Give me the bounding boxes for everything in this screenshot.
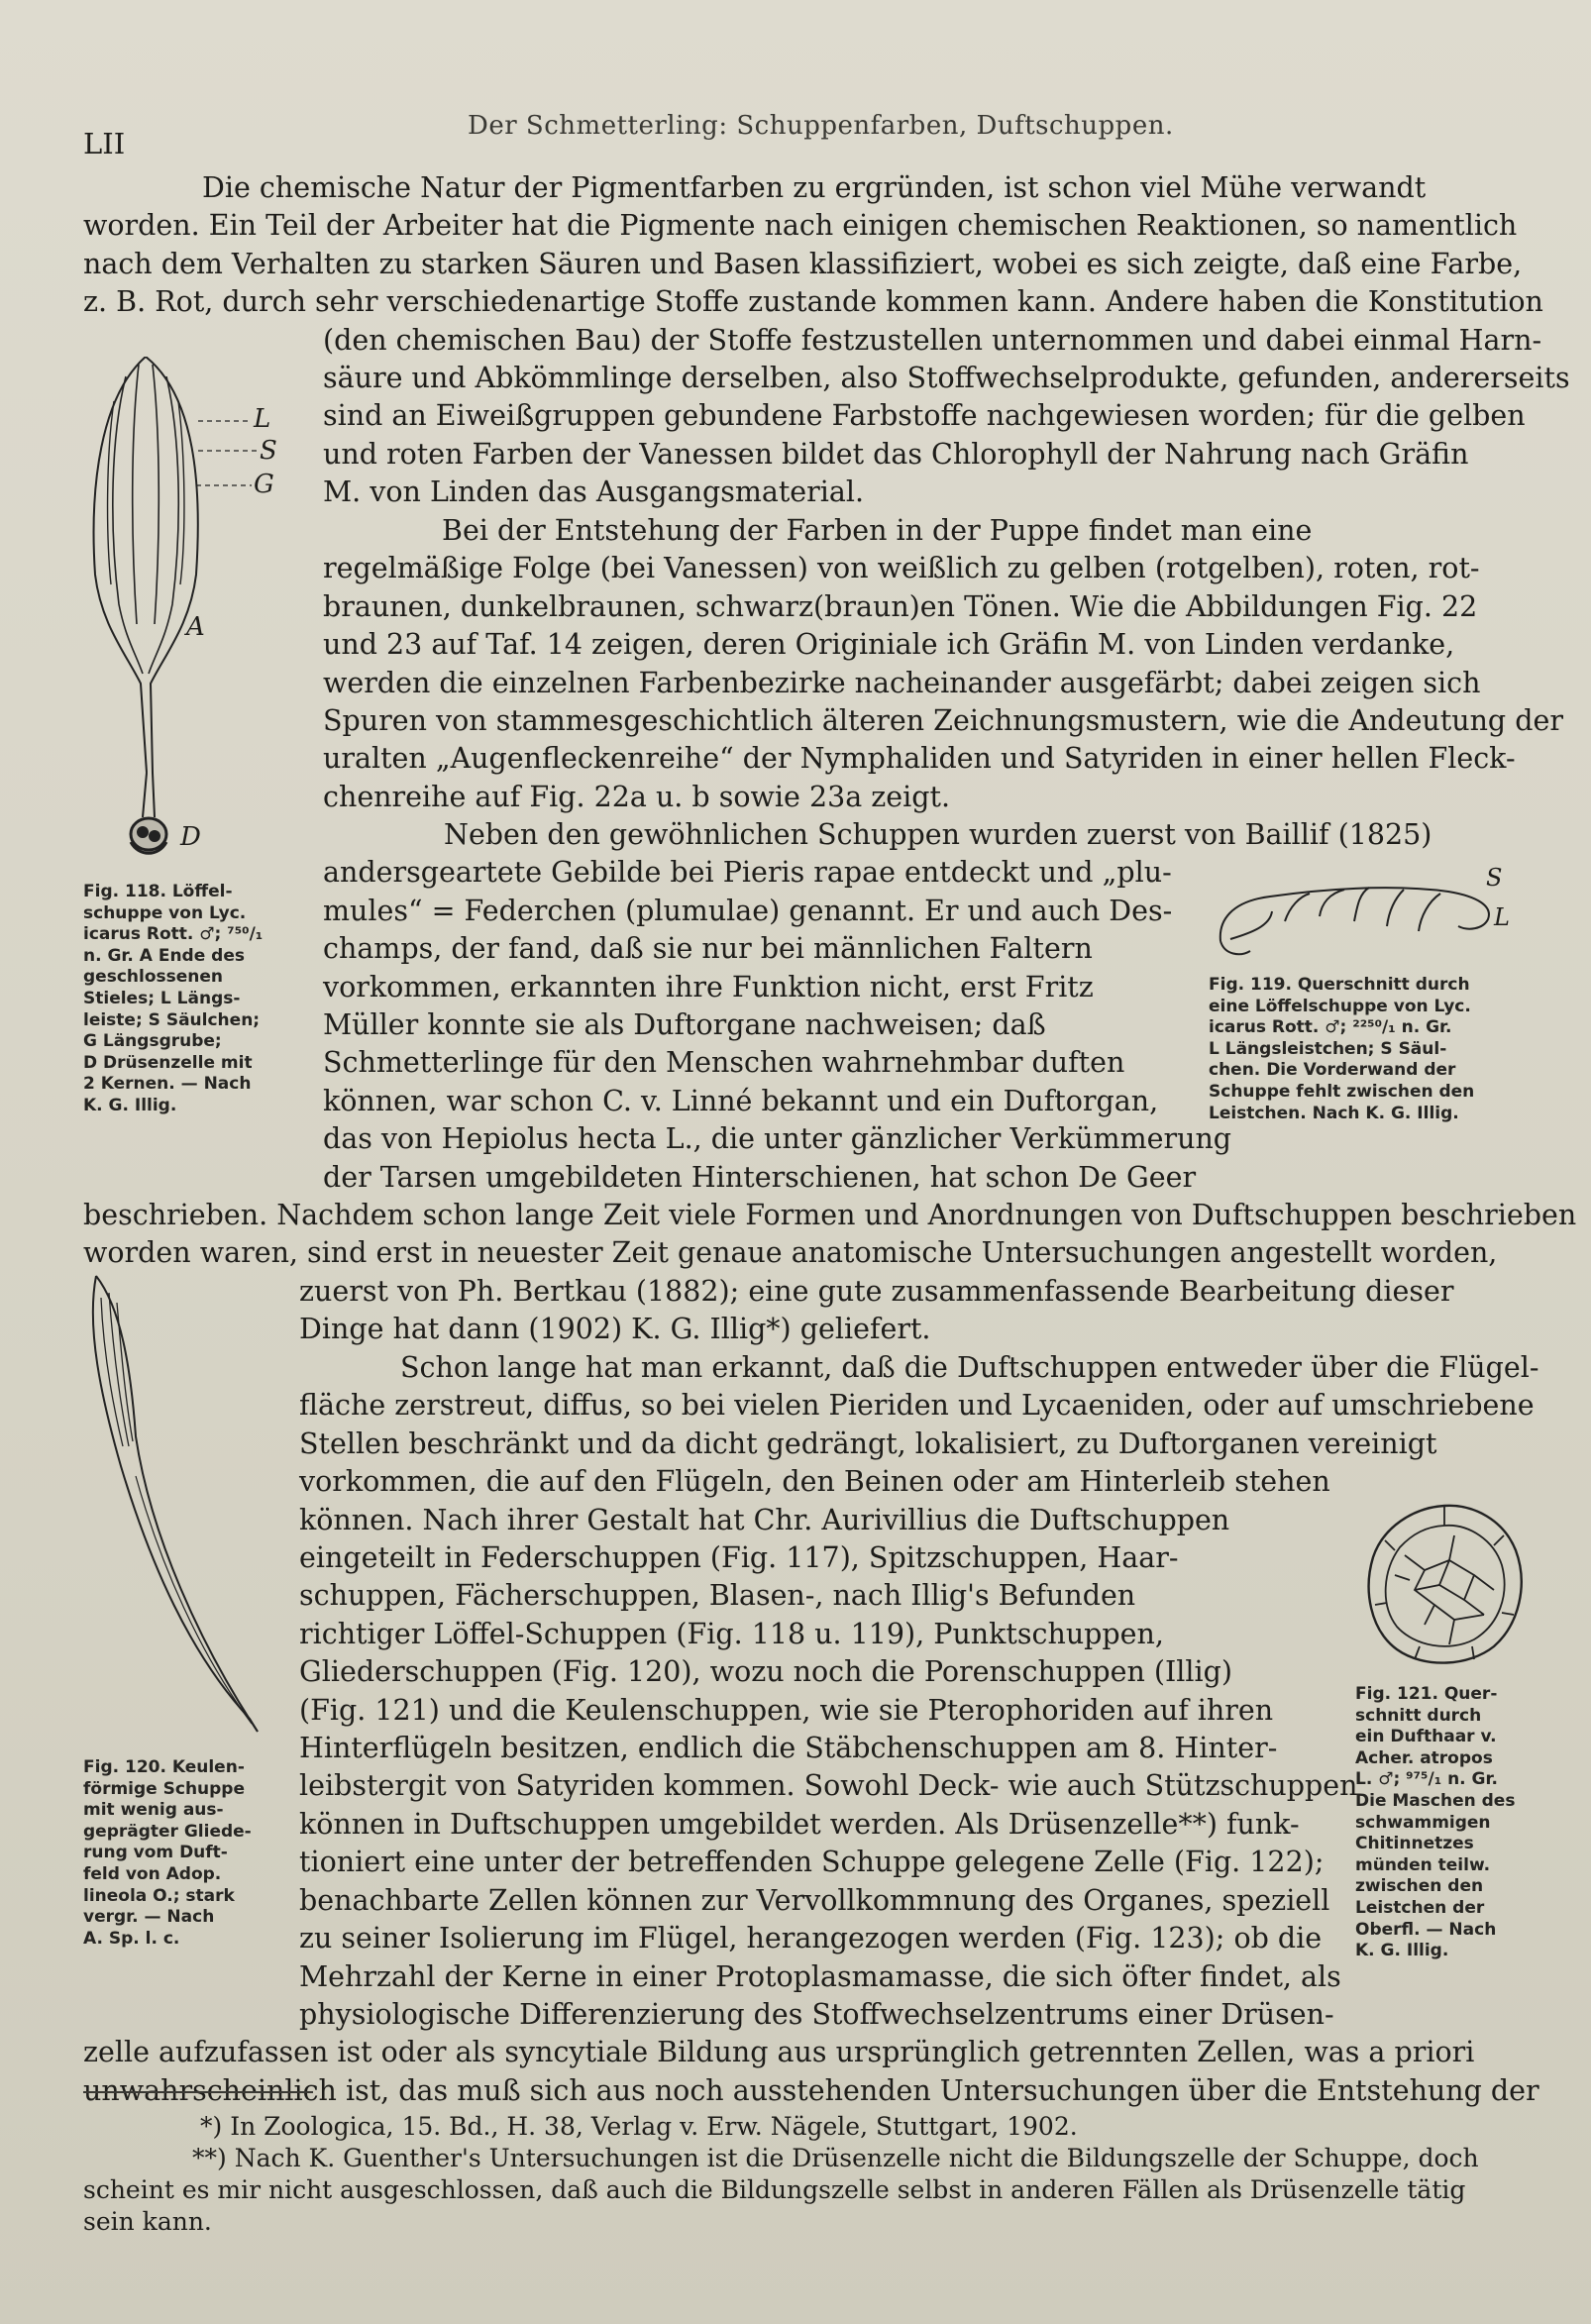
text-line: z. B. Rot, durch sehr verschiedenartige Stoffe zustande kommen kann. Andere haben die Konstitution: [83, 285, 1543, 319]
text-line: physiologische Differenzierung des Stoffwechselzentrums einer Drüsen-: [299, 1997, 1334, 2031]
caption-line: Fig. 120. Keulen-: [83, 1757, 245, 1777]
caption-line: Die Maschen des: [1355, 1790, 1516, 1811]
caption-line: Leistchen der: [1355, 1897, 1485, 1918]
fig118-label-A: A: [186, 612, 205, 642]
text-line: tioniert eine unter der betreffenden Schuppe gelegene Zelle (Fig. 122);: [299, 1846, 1325, 1879]
caption-line: leiste; S Säulchen;: [83, 1009, 261, 1030]
figure-118-caption: [83, 882, 291, 1117]
text-line: leibstergit von Satyriden kommen. Sowohl Deck- wie auch Stützschuppen: [299, 1769, 1358, 1803]
caption-line: geprägter Gliede-: [83, 1821, 252, 1842]
text-line: regelmäßige Folge (bei Vanessen) von weißlich zu gelben (rotgelben), roten, rot-: [323, 552, 1480, 585]
text-line: säure und Abkömmlinge derselben, also Stoffwechselprodukte, gefunden, andererseits: [323, 362, 1570, 395]
text-line: Schon lange hat man erkannt, daß die Duftschuppen entweder über die Flügel-: [400, 1351, 1539, 1384]
text-line: werden die einzelnen Farbenbezirke nacheinander ausgefärbt; dabei zeigen sich: [323, 666, 1481, 699]
footnote-2: **) Nach K. Guenther's Untersuchungen ist die Drüsenzelle nicht die Bildungszelle der Schuppe, doch: [192, 2144, 1479, 2172]
text-line: zuerst von Ph. Bertkau (1882); eine gute zusammenfassende Bearbeitung dieser: [299, 1274, 1454, 1308]
caption-line: ein Dufthaar v.: [1355, 1727, 1497, 1747]
text-line: zelle aufzufassen ist oder als syncytiale Bildung aus ursprünglich getrennten Zellen, was a priori: [83, 2036, 1475, 2069]
text-line: sind an Eiweißgruppen gebundene Farbstoffe nachgewiesen worden; für die gelben: [323, 399, 1526, 433]
caption-line: Acher. atropos: [1355, 1747, 1493, 1768]
text-line: vorkommen, die auf den Flügeln, den Beinen oder am Hinterleib stehen: [299, 1465, 1330, 1499]
text-line: fläche zerstreut, diffus, so bei vielen Pieriden und Lycaeniden, oder auf umschriebene: [299, 1389, 1535, 1423]
running-title: Der Schmetterling: Schuppenfarben, Duftschuppen.: [468, 111, 1174, 141]
caption-line: K. G. Illig.: [83, 1095, 177, 1115]
caption-line: Fig. 118. Löffel-: [83, 882, 233, 901]
footnotes: [83, 2111, 1522, 2238]
fig118-label-G: G: [254, 470, 274, 499]
text-line: unwahrscheinlich ist, das muß sich aus noch ausstehenden Untersuchungen über die Entstehung der: [83, 2073, 1539, 2107]
caption-line: A. Sp. l. c.: [83, 1928, 180, 1949]
figure-121-cross-section: [1355, 1496, 1534, 1674]
page-number: LII: [83, 127, 126, 160]
text-line: chenreihe auf Fig. 22a u. b sowie 23a zeigt.: [323, 780, 951, 813]
paragraph-scent-scale-types: [83, 1349, 1539, 2110]
caption-line: K. G. Illig.: [1355, 1941, 1449, 1961]
fig118-label-L: L: [254, 404, 271, 434]
figure-118-spoon-scale: [81, 357, 279, 872]
caption-line: mit wenig aus-: [83, 1800, 224, 1821]
caption-line: icarus Rott. ♂; ²²⁵⁰/₁ n. Gr.: [1209, 1017, 1452, 1038]
figure-119-caption: [1209, 975, 1526, 1124]
text-line: worden. Ein Teil der Arbeiter hat die Pigmente nach einigen chemischen Reaktionen, so namentlich: [83, 209, 1518, 243]
fig119-label-L: L: [1494, 903, 1510, 931]
caption-line: Fig. 119. Querschnitt durch: [1209, 975, 1470, 995]
caption-line: lineola O.; stark: [83, 1885, 235, 1906]
caption-line: Leistchen. Nach K. G. Illig.: [1209, 1103, 1459, 1123]
footnote-2-end: sein kann.: [83, 2207, 212, 2236]
caption-line: icarus Rott. ♂; ⁷⁵⁰/₁: [83, 924, 264, 945]
text-line: und 23 auf Taf. 14 zeigen, deren Originiale ich Gräfin M. von Linden verdanke,: [323, 628, 1455, 662]
text-line: können, war schon C. v. Linné bekannt und ein Duftorgan,: [323, 1084, 1159, 1117]
text-line: Mehrzahl der Kerne in einer Protoplasmamasse, die sich öfter findet, als: [299, 1959, 1341, 1993]
caption-line: L. ♂; ⁹⁷⁵/₁ n. Gr.: [1355, 1769, 1498, 1790]
caption-line: Schuppe fehlt zwischen den: [1209, 1081, 1475, 1102]
text-line: worden waren, sind erst in neuester Zeit genaue anatomische Untersuchungen angestellt worden,: [83, 1236, 1498, 1270]
caption-line: eine Löffelschuppe von Lyc.: [1209, 996, 1471, 1016]
caption-line: förmige Schuppe: [83, 1778, 246, 1799]
caption-line: n. Gr. A Ende des: [83, 945, 245, 966]
paragraph-pupa-colors: [323, 512, 1563, 816]
fig118-label-D: D: [180, 822, 201, 852]
figure-119-cross-section: [1211, 872, 1508, 961]
text-line: Schmetterlinge für den Menschen wahrnehmbar duften: [323, 1046, 1125, 1080]
text-line: Gliederschuppen (Fig. 120), wozu noch die Porenschuppen (Illig): [299, 1655, 1233, 1689]
caption-line: schuppe von Lyc.: [83, 902, 247, 923]
footnote-divider: [83, 2091, 313, 2093]
footnote-2-cont: scheint es mir nicht ausgeschlossen, daß auch die Bildungszelle selbst in anderen Fällen als Drüsenzelle tätig: [83, 2175, 1466, 2204]
text-line: Spuren von stammesgeschichtlich älteren Zeichnungsmustern, wie die Andeutung der: [323, 704, 1563, 738]
text-line: mules“ = Federchen (plumulae) genannt. Er und auch Des-: [323, 894, 1173, 927]
fig118-label-S: S: [260, 436, 277, 466]
text-line: der Tarsen umgebildeten Hinterschienen, hat schon De Geer: [323, 1160, 1197, 1194]
caption-line: feld von Adop.: [83, 1863, 222, 1884]
text-line: beschrieben. Nachdem schon lange Zeit viele Formen und Anordnungen von Duftschuppen beschrieben: [83, 1199, 1577, 1232]
text-line: eingeteilt in Federschuppen (Fig. 117), Spitzschuppen, Haar-: [299, 1541, 1179, 1575]
text-line: Bei der Entstehung der Farben in der Puppe findet man eine: [442, 514, 1313, 547]
text-line: (den chemischen Bau) der Stoffe festzustellen unternommen und dabei einmal Harn-: [323, 323, 1542, 357]
text-line: braunen, dunkelbraunen, schwarz(braun)en Tönen. Wie die Abbildungen Fig. 22: [323, 589, 1478, 623]
caption-line: G Längsgrube;: [83, 1031, 222, 1052]
text-line: das von Hepiolus hecta L., die unter gänzlicher Verkümmerung: [323, 1122, 1232, 1156]
caption-line: Chitinnetzes: [1355, 1834, 1474, 1854]
caption-line: schwammigen: [1355, 1812, 1491, 1833]
text-line: Stellen beschränkt und da dicht gedrängt, lokalisiert, zu Duftorganen vereinigt: [299, 1426, 1437, 1460]
text-line: Dinge hat dann (1902) K. G. Illig*) geliefert.: [299, 1313, 931, 1346]
text-line: schuppen, Fächerschuppen, Blasen-, nach Illig's Befunden: [299, 1579, 1136, 1613]
caption-line: 2 Kernen. — Nach: [83, 1074, 252, 1095]
text-line: können. Nach ihrer Gestalt hat Chr. Aurivillius die Duftschuppen: [299, 1503, 1230, 1536]
footnote-1: *) In Zoologica, 15. Bd., H. 38, Verlag v. Erw. Nägele, Stuttgart, 1902.: [200, 2112, 1078, 2141]
text-line: richtiger Löffel-Schuppen (Fig. 118 u. 119), Punktschuppen,: [299, 1617, 1164, 1650]
caption-line: zwischen den: [1355, 1876, 1484, 1897]
text-line: und roten Farben der Vanessen bildet das Chlorophyll der Nahrung nach Gräfin: [323, 437, 1469, 471]
figure-120-club-scale: [81, 1268, 279, 1763]
caption-line: Oberfl. — Nach: [1355, 1919, 1497, 1940]
text-line: Die chemische Natur der Pigmentfarben zu ergründen, ist schon viel Mühe verwandt: [202, 171, 1427, 204]
text-line: Neben den gewöhnlichen Schuppen wurden zuerst von Baillif (1825): [444, 818, 1432, 851]
caption-line: D Drüsenzelle mit: [83, 1052, 253, 1073]
caption-line: Stieles; L Längs-: [83, 988, 241, 1008]
caption-line: L Längsleistchen; S Säul-: [1209, 1038, 1447, 1059]
caption-line: geschlossenen: [83, 967, 224, 988]
figure-120-caption: [83, 1757, 291, 1950]
figure-121-caption: [1355, 1684, 1534, 1962]
text-line: champs, der fand, daß sie nur bei männlichen Faltern: [323, 932, 1093, 966]
text-line: vorkommen, erkannten ihre Funktion nicht, erst Fritz: [323, 970, 1094, 1004]
text-line: uralten „Augenfleckenreihe“ der Nymphaliden und Satyriden in einer hellen Fleck-: [323, 742, 1516, 776]
text-line: können in Duftschuppen umgebildet werden. Als Drüsenzelle**) funk-: [299, 1807, 1300, 1841]
text-line: (Fig. 121) und die Keulenschuppen, wie sie Pterophoriden auf ihren: [299, 1693, 1274, 1727]
text-line: M. von Linden das Ausgangsmaterial.: [323, 475, 865, 509]
text-line: Müller konnte sie als Duftorgane nachweisen; daß: [323, 1008, 1046, 1042]
text-line: Hinterflügeln besitzen, endlich die Stäbchenschuppen am 8. Hinter-: [299, 1732, 1278, 1765]
caption-line: schnitt durch: [1355, 1705, 1482, 1726]
text-line: nach dem Verhalten zu starken Säuren und Basen klassifiziert, wobei es sich zeigte, daß eine Farbe,: [83, 247, 1523, 280]
caption-line: rung vom Duft-: [83, 1843, 228, 1863]
fig119-label-S: S: [1486, 864, 1503, 892]
text-line: benachbarte Zellen können zur Vervollkommnung des Organes, speziell: [299, 1883, 1330, 1917]
text-line: andersgeartete Gebilde bei Pieris rapae entdeckt und „plu-: [323, 856, 1172, 890]
text-line: zu seiner Isolierung im Flügel, herangezogen werden (Fig. 123); ob die: [299, 1922, 1323, 1955]
caption-line: vergr. — Nach: [83, 1907, 215, 1928]
paragraph-pigment-chemistry: [83, 169, 1570, 512]
caption-line: chen. Die Vorderwand der: [1209, 1060, 1456, 1081]
caption-line: Fig. 121. Quer-: [1355, 1684, 1498, 1704]
caption-line: münden teilw.: [1355, 1854, 1491, 1875]
